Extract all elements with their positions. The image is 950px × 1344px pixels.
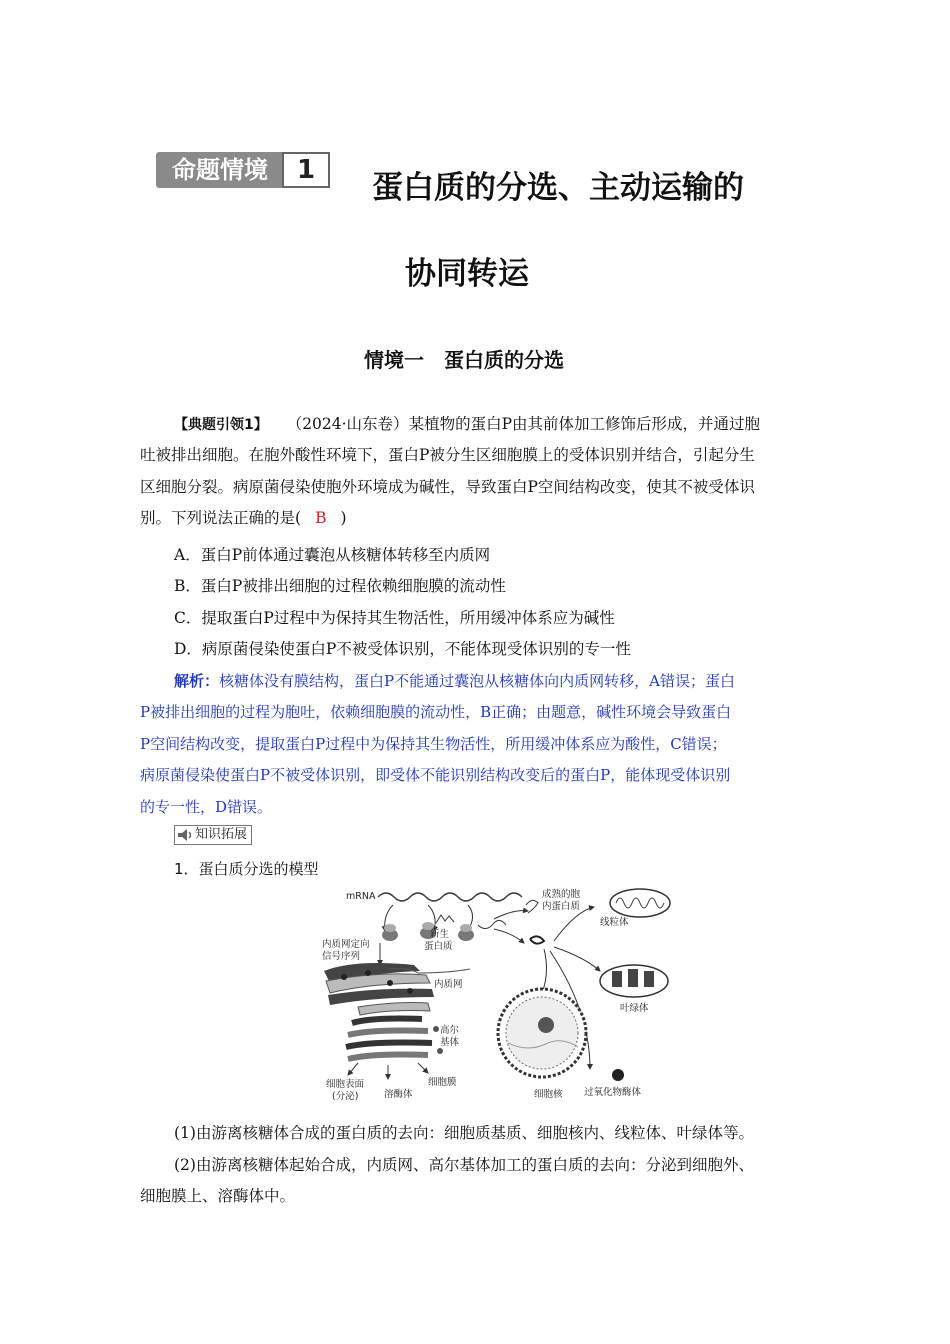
golgi-apparatus	[346, 1019, 443, 1060]
item1-title-text: 1．蛋白质分选的模型	[174, 860, 319, 878]
label-cell-surface-2: (分泌)	[332, 1091, 359, 1102]
speaker-icon	[177, 828, 193, 842]
label-chloroplast: 叶绿体	[620, 1003, 649, 1014]
label-membrane: 细胞膜	[428, 1077, 457, 1088]
ribosome-3	[458, 924, 474, 941]
label-peroxisome: 过氧化物酶体	[584, 1087, 642, 1098]
knowledge-point1: (1)由游离核糖体合成的蛋白质的去向：细胞质基质、细胞核内、线粒体、叶绿体等。	[174, 1124, 754, 1142]
question-source: （2024·山东卷）	[286, 415, 409, 433]
peroxisome-dot	[612, 1069, 624, 1081]
label-golgi-1: 高尔	[440, 1025, 460, 1036]
question-stem-3: 区细胞分裂。病原菌侵染使胞外环境成为碱性，导致蛋白P空间结构改变，使其不被受体识	[140, 478, 755, 496]
knowledge-badge-box	[174, 825, 252, 845]
endoplasmic-reticulum	[324, 963, 434, 1015]
analysis-line4: 病原菌侵染使蛋白P不被受体识别，即受体不能识别结构改变后的蛋白P，能体现受体识别	[140, 766, 731, 784]
question-line1	[174, 409, 760, 442]
label-new-protein-2: 蛋白质	[424, 941, 453, 952]
question-stem-4	[140, 503, 347, 535]
folded-protein-squiggle	[530, 936, 544, 943]
knowledge-badge	[174, 823, 252, 845]
page-title-line2: 协同转运	[405, 256, 529, 292]
analysis-line5: 的专一性，D错误。	[140, 798, 273, 816]
question-stem-2: 吐被排出细胞。在胞外酸性环境下，蛋白P被分生区细胞膜上的受体识别并结合，引起分生	[140, 446, 755, 464]
mrna-strand	[378, 893, 522, 901]
stem-suffix: )	[340, 509, 347, 527]
label-mature-1: 成熟的胞	[542, 889, 581, 900]
question-stem-1: 某植物的蛋白P由其前体加工修饰后形成，并通过胞	[408, 415, 760, 433]
option-a: A．蛋白P前体通过囊泡从核糖体转移至内质网	[174, 546, 491, 564]
section-heading: 情境一 蛋白质的分选	[364, 348, 564, 372]
analysis-text-1: 核糖体没有膜结构，蛋白P不能通过囊泡从核糖体向内质网转移，A错误；蛋白	[219, 672, 735, 690]
label-lysosome: 溶酶体	[384, 1089, 413, 1100]
label-er: 内质网	[434, 979, 463, 990]
answer-letter: B	[315, 509, 327, 527]
label-new-protein-1: 新生	[430, 929, 450, 940]
chloroplast	[600, 965, 668, 997]
analysis-line2: P被排出细胞的过程为胞吐，依赖细胞膜的流动性，B正确；由题意，碱性环境会导致蛋白	[140, 703, 732, 721]
chapter-badge	[156, 152, 338, 192]
mitochondrion	[610, 889, 670, 917]
analysis-line3: P空间结构改变，提取蛋白P过程中为保持其生物活性，所用缓冲体系应为酸性，C错误；	[140, 735, 727, 753]
knowledge-point2-line2: 细胞膜上、溶酶体中。	[140, 1187, 296, 1205]
stem-prefix: 别。下列说法正确的是(	[140, 509, 302, 527]
nucleus	[498, 989, 586, 1077]
label-golgi-2: 基体	[440, 1037, 460, 1048]
knowledge-badge-label: 知识拓展	[195, 827, 248, 842]
label-mrna: mRNA	[346, 891, 376, 902]
label-er-signal-2: 信号序列	[322, 951, 361, 962]
label-er-signal-1: 内质网定向	[322, 939, 370, 950]
option-b: B．蛋白P被排出细胞的过程依赖细胞膜的流动性	[174, 577, 506, 595]
knowledge-point2-line1: (2)由游离核糖体起始合成，内质网、高尔基体加工的蛋白质的去向：分泌到细胞外、	[174, 1156, 754, 1174]
analysis-line1	[174, 666, 735, 698]
label-mature-2: 内蛋白质	[542, 901, 581, 912]
protein-sorting-diagram	[318, 883, 678, 1105]
label-nucleus: 细胞核	[534, 1089, 563, 1100]
question-tag: 【典题引领1】	[174, 417, 268, 433]
page-title-line1: 蛋白质的分选、主动运输的	[372, 170, 744, 206]
option-c: C．提取蛋白P过程中为保持其生物活性，所用缓冲体系应为碱性	[174, 609, 615, 627]
knowledge-item1-title	[174, 854, 319, 886]
option-d: D．病原菌侵染使蛋白P不被受体识别，不能体现受体识别的专一性	[174, 640, 631, 658]
badge-label: 命题情境	[156, 152, 284, 188]
badge-number: 1	[282, 152, 330, 188]
analysis-label: 解析：	[174, 672, 220, 690]
label-cell-surface-1: 细胞表面	[326, 1079, 365, 1090]
label-mitochondria: 线粒体	[600, 917, 629, 928]
